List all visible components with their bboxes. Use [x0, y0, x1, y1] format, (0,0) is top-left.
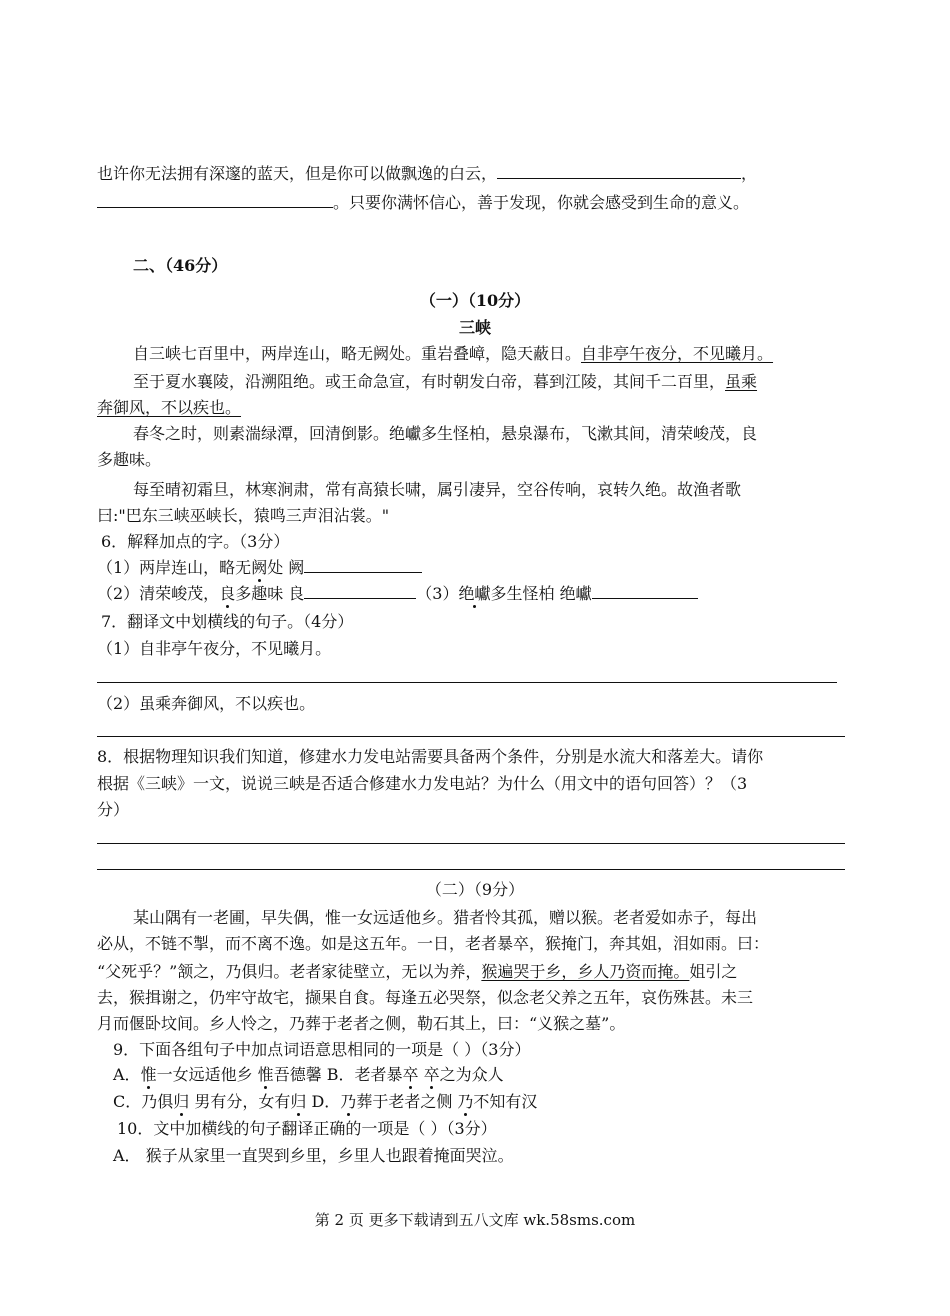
question-6-1: （1）两岸连山，略无阙处 阙 — [97, 556, 422, 580]
dotted-char: 乃 — [457, 1092, 474, 1111]
intro-line-1: 也许你无法拥有深邃的蓝天，但是你可以做飘逸的白云， ， — [97, 164, 758, 183]
question-10-option-a: A． 猴子从家里一直哭到乡里，乡里人也跟着掩面哭泣。 — [113, 1146, 514, 1165]
question-6-2: （2）清荣峻茂，良多趣味 良 （3）绝巘多生怪柏 绝巘 — [97, 582, 698, 606]
dotted-char: 良 — [219, 584, 236, 603]
intro-line-2: 。只要你满怀信心，善于发现，你就会感受到生命的意义。 — [97, 191, 749, 215]
passage-title: 三峡 — [458, 318, 491, 337]
dotted-char: 乃 — [340, 1092, 357, 1111]
answer-blank[interactable] — [592, 582, 698, 599]
passage-paragraph: 某山隅有一老圃，早失偶，惟一女远适他乡。猎者怜其孤，赠以猴。老者爱如赤子，每出 — [133, 908, 758, 927]
question-7-1: （1）自非亭午夜分，不见曦月。 — [97, 639, 332, 658]
passage-paragraph: 每至晴初霜旦，林寒涧肃，常有高猿长啸，属引凄异，空谷传响，哀转久绝。故渔者歌 — [133, 480, 742, 499]
answer-line[interactable] — [97, 843, 845, 844]
underlined-sentence: 猴遍哭于乡，乡人乃资而掩。 — [481, 962, 690, 981]
passage-paragraph: 曰:"巴东三峡巫峡长，猿鸣三声泪沾裳。" — [97, 506, 390, 525]
passage-paragraph: 至于夏水襄陵，沿溯阻绝。或王命急宣，有时朝发白帝，暮到江陵，其间千二百里，虽乘 — [133, 372, 758, 391]
underlined-sentence: 自非亭午夜分，不见曦月。 — [581, 344, 774, 363]
part2-heading: （二）（9分） — [425, 880, 525, 899]
question-8: 分） — [97, 800, 130, 819]
passage-paragraph: “父死乎？”颔之，乃俱归。老者家徒壁立，无以为养，猴遍哭于乡，乡人乃资而掩。姐引之 — [97, 962, 738, 981]
passage-paragraph: 月而偃卧坟间。乡人怜之，乃葬于老者之侧，勒石其上，曰：“义猴之墓”。 — [97, 1014, 626, 1033]
question-6: 6．解释加点的字。（3分） — [101, 532, 290, 551]
answer-line[interactable] — [97, 869, 845, 870]
dotted-char: 归 — [173, 1092, 190, 1111]
passage-paragraph: 自三峡七百里中，两岸连山，略无阙处。重岩叠嶂，隐天蔽日。自非亭午夜分，不见曦月。 — [133, 344, 774, 363]
dotted-char: 惟 — [257, 1065, 274, 1084]
passage-paragraph: 多趣味。 — [97, 450, 162, 469]
passage-paragraph: 春冬之时，则素湍绿潭，回清倒影。绝巘多生怪柏，悬泉瀑布，飞漱其间，清荣峻茂，良 — [133, 424, 758, 443]
dotted-char: 阙 — [251, 558, 268, 577]
question-8: 8．根据物理知识我们知道，修建水力发电站需要具备两个条件，分别是水流大和落差大。请你 — [97, 747, 764, 766]
dotted-char: 惟 — [140, 1065, 157, 1084]
answer-blank[interactable] — [304, 556, 422, 573]
answer-line[interactable] — [97, 682, 837, 683]
question-9-options-ab: A．惟一女远适他乡 惟吾德馨 B．老者暴卒 卒之为众人 — [113, 1065, 504, 1084]
answer-blank[interactable] — [304, 582, 416, 599]
question-7: 7．翻译文中划横线的句子。（4分） — [101, 612, 354, 631]
question-10: 10．文中加横线的句子翻译正确的一项是（ ）（3分） — [117, 1119, 497, 1138]
answer-blank[interactable] — [97, 191, 333, 208]
dotted-char: 卒 — [423, 1065, 440, 1084]
passage-paragraph: 必从，不链不掣，而不离不逸。如是这五年。一日，老者暴卒，猴掩门，奔其姐，泪如雨。曰： — [97, 934, 770, 953]
question-9: 9．下面各组句子中加点词语意思相同的一项是（ ）（3分） — [113, 1040, 531, 1059]
section-heading: 二、（46分） — [133, 256, 228, 275]
dotted-char: 卒 — [402, 1065, 419, 1084]
answer-line[interactable] — [97, 736, 845, 737]
page-footer: 第 2 页 更多下载请到五八文库 wk.58sms.com — [314, 1211, 636, 1229]
question-9-options-cd: C．乃俱归 男有分，女有归 D．乃葬于老者之侧 乃不知有汉 — [113, 1092, 538, 1111]
question-7-2: （2）虽乘奔御风，不以疾也。 — [97, 694, 316, 713]
passage-paragraph: 去，猴揖谢之，仍牢守故宅，撷果自食。每逢五必哭祭，似念老父养之五年，哀伤殊甚。未三 — [97, 988, 754, 1007]
answer-blank[interactable] — [497, 162, 741, 179]
passage-paragraph — [97, 396, 241, 420]
dotted-char: 绝巘 — [458, 584, 491, 603]
part1-heading: （一）（10分） — [419, 291, 531, 310]
underlined-sentence: 虽乘 — [725, 372, 758, 391]
underlined-sentence: 奔御风，不以疾也。 — [97, 398, 242, 417]
dotted-char: 归 — [290, 1092, 307, 1111]
question-8: 根据《三峡》一文，说说三峡是否适合修建水力发电站？为什么（用文中的语句回答）？（3 — [97, 774, 748, 793]
